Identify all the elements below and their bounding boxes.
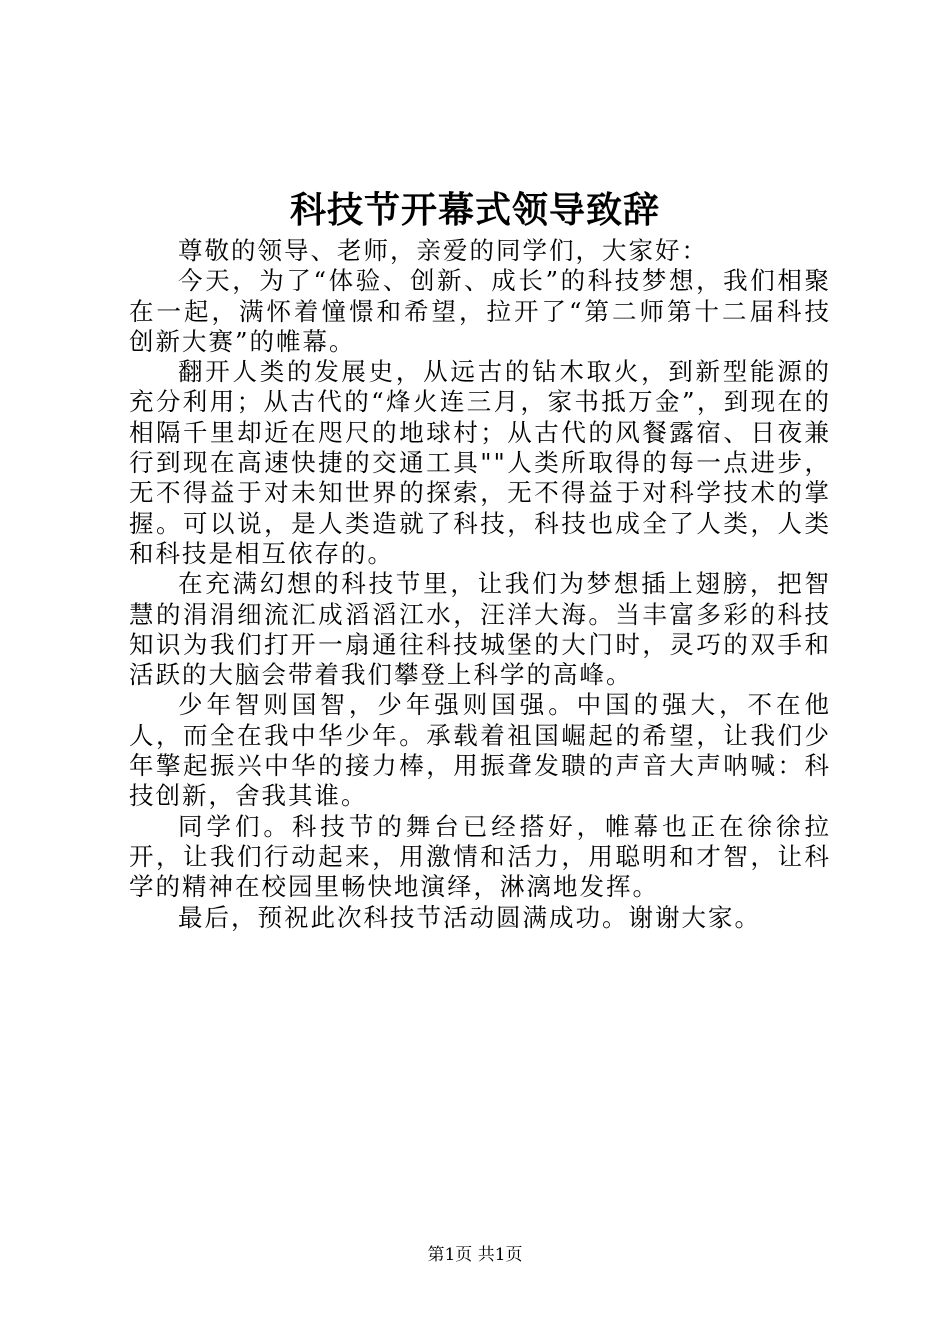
- paragraph-greeting: 尊敬的领导、老师，亲爱的同学们，大家好：: [178, 236, 708, 265]
- paragraph: 在充满幻想的科技节里，让我们为梦想插上翅膀，把智慧的涓涓细流汇成滔滔江水，汪洋大海。当丰富多彩的科技知识为我们打开一扇通往科技城堡的大门时，灵巧的双手和活跃的大脑会带着我们攀登上科学的高峰。: [129, 569, 831, 690]
- document-body: [129, 236, 831, 933]
- document-title: 科技节开幕式领导致辞: [289, 189, 660, 231]
- paragraph-closing: 最后，预祝此次科技节活动圆满成功。谢谢大家。: [178, 902, 761, 932]
- page-number-footer: 第1页 共1页: [427, 1245, 523, 1265]
- paragraph: 少年智则国智，少年强则国强。中国的强大，不在他人，而全在我中华少年。承载着祖国崛起的希望，让我们少年擎起振兴中华的接力棒，用振聋发聩的声音大声呐喊：科技创新，舍我其谁。: [129, 690, 831, 811]
- paragraph: 同学们。科技节的舞台已经搭好，帷幕也正在徐徐拉开，让我们行动起来，用激情和活力，用聪明和才智，让科学的精神在校园里畅快地演绎，淋漓地发挥。: [129, 811, 831, 902]
- paragraph: 今天，为了“体验、创新、成长”的科技梦想，我们相聚在一起，满怀着憧憬和希望，拉开了“第二师第十二届科技创新大赛”的帷幕。: [129, 266, 831, 356]
- paragraph: 翻开人类的发展史，从远古的钻木取火，到新型能源的充分利用；从古代的“烽火连三月，家书抵万金”，到现在的相隔千里却近在咫尺的地球村；从古代的风餐露宿、日夜兼行到现在高速快捷的交通工具""人类所取得的每一点进步，无不得益于对未知世界的探索，无不得益于对科学技术的掌握。可以说，是人类造就了科技，科技也成全了人类，人类和科技是相互依存的。: [129, 357, 831, 568]
